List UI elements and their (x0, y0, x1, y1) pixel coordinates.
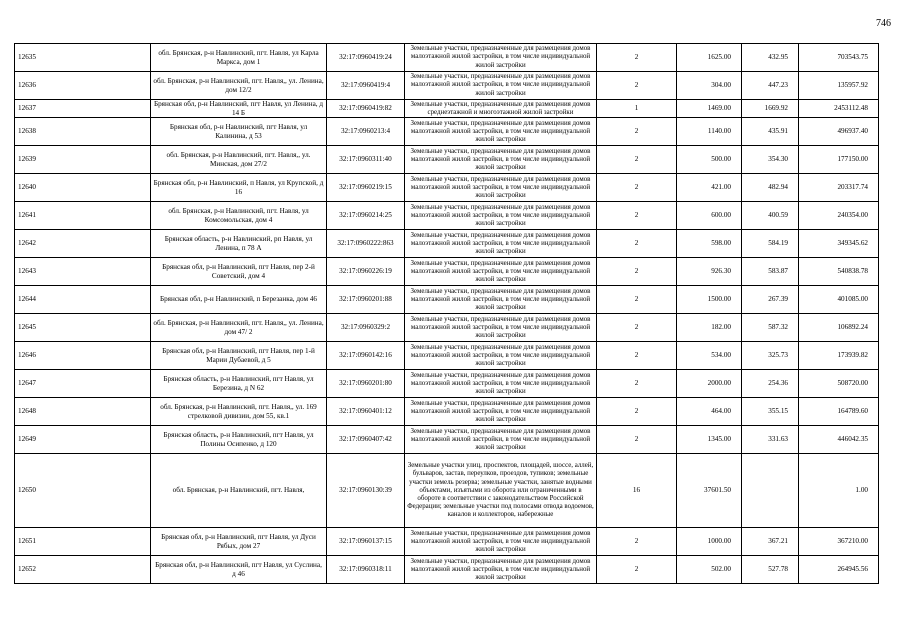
group-cell: 2 (597, 528, 677, 556)
group-cell: 2 (597, 426, 677, 454)
table-row (15, 118, 879, 146)
table-row (15, 72, 879, 100)
land-use-cell: Земельные участки, предназначенные для размещения домов малоэтажной жилой застройки, в том числе индивидуальной жилой застройки (405, 426, 597, 454)
cadastral-number-cell: 32:17:0960318:11 (327, 556, 405, 584)
table-row (15, 426, 879, 454)
table-row (15, 454, 879, 528)
land-use-cell: Земельные участки, предназначенные для размещения домов малоэтажной жилой застройки, в том числе индивидуальной жилой застройки (405, 72, 597, 100)
cadastral-number-cell: 32:17:0960311:40 (327, 146, 405, 174)
table-row (15, 258, 879, 286)
land-use-cell: Земельные участки, предназначенные для размещения домов малоэтажной жилой застройки, в том числе индивидуальной жилой застройки (405, 314, 597, 342)
land-use-cell: Земельные участки, предназначенные для размещения домов малоэтажной жилой застройки, в том числе индивидуальной жилой застройки (405, 118, 597, 146)
row-number-cell: 12640 (15, 174, 151, 202)
cadastral-value-cell: 1.00 (799, 454, 879, 528)
address-cell: обл. Брянская, р-н Навлинский, пгт. Навля, ул Карла Маркса, дом 1 (151, 44, 327, 72)
row-number-cell: 12649 (15, 426, 151, 454)
cadastral-number-cell: 32:17:0960419:82 (327, 100, 405, 118)
row-number-cell: 12647 (15, 370, 151, 398)
cadastral-value-cell: 496937.40 (799, 118, 879, 146)
cadastral-value-cell: 203317.74 (799, 174, 879, 202)
row-number-cell: 12643 (15, 258, 151, 286)
cadastral-number-cell: 32:17:0960201:80 (327, 370, 405, 398)
row-number-cell: 12641 (15, 202, 151, 230)
area-cell: 500.00 (677, 146, 742, 174)
unit-value-cell: 267.39 (742, 286, 799, 314)
area-cell: 598.00 (677, 230, 742, 258)
area-cell: 600.00 (677, 202, 742, 230)
area-cell: 926.30 (677, 258, 742, 286)
cadastral-value-cell: 446042.35 (799, 426, 879, 454)
address-cell: Брянская обл, р-н Навлинский, пгт Навля, пер 2-й Советский, дом 4 (151, 258, 327, 286)
group-cell: 2 (597, 258, 677, 286)
unit-value-cell: 355.15 (742, 398, 799, 426)
row-number-cell: 12644 (15, 286, 151, 314)
area-cell: 1500.00 (677, 286, 742, 314)
group-cell: 2 (597, 556, 677, 584)
cadastral-number-cell: 32:17:0960407:42 (327, 426, 405, 454)
unit-value-cell: 527.78 (742, 556, 799, 584)
group-cell: 2 (597, 398, 677, 426)
cadastral-value-cell: 2453112.48 (799, 100, 879, 118)
cadastral-number-cell: 32:17:0960329:2 (327, 314, 405, 342)
row-number-cell: 12638 (15, 118, 151, 146)
cadastral-value-cell: 703543.75 (799, 44, 879, 72)
cadastral-value-cell: 164789.60 (799, 398, 879, 426)
row-number-cell: 12642 (15, 230, 151, 258)
row-number-cell: 12645 (15, 314, 151, 342)
cadastral-number-cell: 32:17:0960226:19 (327, 258, 405, 286)
cadastral-value-cell: 508720.00 (799, 370, 879, 398)
cadastral-value-cell: 177150.00 (799, 146, 879, 174)
cadastral-number-cell: 32:17:0960142:16 (327, 342, 405, 370)
page-number: 746 (876, 18, 891, 29)
unit-value-cell: 447.23 (742, 72, 799, 100)
cadastral-number-cell: 32:17:0960137:15 (327, 528, 405, 556)
land-use-cell: Земельные участки, предназначенные для размещения домов малоэтажной жилой застройки, в том числе индивидуальной жилой застройки (405, 44, 597, 72)
row-number-cell: 12636 (15, 72, 151, 100)
cadastral-number-cell: 32:17:0960222:863 (327, 230, 405, 258)
table-row (15, 398, 879, 426)
area-cell: 182.00 (677, 314, 742, 342)
table-row (15, 174, 879, 202)
group-cell: 2 (597, 202, 677, 230)
unit-value-cell: 1669.92 (742, 100, 799, 118)
group-cell: 2 (597, 72, 677, 100)
group-cell: 2 (597, 230, 677, 258)
table-row (15, 202, 879, 230)
land-use-cell: Земельные участки, предназначенные для размещения домов малоэтажной жилой застройки, в том числе индивидуальной жилой застройки (405, 202, 597, 230)
area-cell: 1000.00 (677, 528, 742, 556)
group-cell: 2 (597, 44, 677, 72)
land-use-cell: Земельные участки, предназначенные для размещения домов малоэтажной жилой застройки, в том числе индивидуальной жилой застройки (405, 370, 597, 398)
area-cell: 421.00 (677, 174, 742, 202)
cadastral-value-table (14, 43, 879, 584)
land-use-cell: Земельные участки, предназначенные для размещения домов среднеэтажной и многоэтажной жилой застройки (405, 100, 597, 118)
unit-value-cell: 587.32 (742, 314, 799, 342)
unit-value-cell: 254.36 (742, 370, 799, 398)
address-cell: Брянская обл, р-н Навлинский, пгт Навля, ул Ленина, д 14 Б (151, 100, 327, 118)
row-number-cell: 12651 (15, 528, 151, 556)
land-use-cell: Земельные участки, предназначенные для размещения домов малоэтажной жилой застройки, в том числе индивидуальной жилой застройки (405, 286, 597, 314)
cadastral-number-cell: 32:17:0960213:4 (327, 118, 405, 146)
area-cell: 1345.00 (677, 426, 742, 454)
area-cell: 1469.00 (677, 100, 742, 118)
address-cell: обл. Брянская, р-н Навлинский, пгт. Навля,, ул. Ленина, дом 47/ 2 (151, 314, 327, 342)
land-use-cell: Земельные участки, предназначенные для размещения домов малоэтажной жилой застройки, в том числе индивидуальной жилой застройки (405, 342, 597, 370)
table-row (15, 286, 879, 314)
cadastral-number-cell: 32:17:0960419:4 (327, 72, 405, 100)
address-cell: Брянская обл, р-н Навлинский, п Навля, ул Крупской, д 16 (151, 174, 327, 202)
unit-value-cell: 432.95 (742, 44, 799, 72)
address-cell: Брянская обл, р-н Навлинский, пгт Навля, ул Суслина, д 46 (151, 556, 327, 584)
address-cell: обл. Брянская, р-н Навлинский, пгт. Навля,, ул. 169 стрелковой дивизии, дом 55, кв.1 (151, 398, 327, 426)
land-use-cell: Земельные участки улиц, проспектов, площадей, шоссе, аллей, бульваров, застав, переулков, проездов, тупиков; земельные участки земель резерва; земельные участки, занятые водными объектами, изъятыми из оборота или ограниченными в обороте в соответствии с законодательством Российской Федерации; земельные участки под полосами отвода водоемов, каналов и коллекторов, набережные (405, 454, 597, 528)
address-cell: обл. Брянская, р-н Навлинский, пгт. Навля, ул Комсомольская, дом 4 (151, 202, 327, 230)
table-row (15, 370, 879, 398)
group-cell: 2 (597, 146, 677, 174)
land-use-cell: Земельные участки, предназначенные для размещения домов малоэтажной жилой застройки, в том числе индивидуальной жилой застройки (405, 528, 597, 556)
land-use-cell: Земельные участки, предназначенные для размещения домов малоэтажной жилой застройки, в том числе индивидуальной жилой застройки (405, 174, 597, 202)
group-cell: 2 (597, 342, 677, 370)
unit-value-cell: 584.19 (742, 230, 799, 258)
cadastral-value-cell: 264945.56 (799, 556, 879, 584)
table-row (15, 100, 879, 118)
cadastral-value-cell: 173939.82 (799, 342, 879, 370)
cadastral-value-cell: 367210.00 (799, 528, 879, 556)
area-cell: 534.00 (677, 342, 742, 370)
address-cell: обл. Брянская, р-н Навлинский, пгт. Навля,, ул. Минская, дом 27/2 (151, 146, 327, 174)
cadastral-value-cell: 401085.00 (799, 286, 879, 314)
land-use-cell: Земельные участки, предназначенные для размещения домов малоэтажной жилой застройки, в том числе индивидуальной жилой застройки (405, 230, 597, 258)
unit-value-cell: 354.30 (742, 146, 799, 174)
table-row (15, 342, 879, 370)
unit-value-cell: 331.63 (742, 426, 799, 454)
area-cell: 464.00 (677, 398, 742, 426)
address-cell: обл. Брянская, р-н Навлинский, пгт. Навля,, ул. Ленина, дом 12/2 (151, 72, 327, 100)
address-cell: Брянская обл, р-н Навлинский, пгт Навля, ул Дуси Рябых, дом 27 (151, 528, 327, 556)
cadastral-number-cell: 32:17:0960201:88 (327, 286, 405, 314)
group-cell: 2 (597, 286, 677, 314)
address-cell: Брянская обл, р-н Навлинский, пгт Навля, пер 1-й Марии Дубаевой, д 5 (151, 342, 327, 370)
cadastral-value-cell: 240354.00 (799, 202, 879, 230)
table-row (15, 314, 879, 342)
area-cell: 2000.00 (677, 370, 742, 398)
group-cell: 2 (597, 370, 677, 398)
cadastral-number-cell: 32:17:0960219:15 (327, 174, 405, 202)
land-use-cell: Земельные участки, предназначенные для размещения домов малоэтажной жилой застройки, в том числе индивидуальной жилой застройки (405, 398, 597, 426)
unit-value-cell: 325.73 (742, 342, 799, 370)
group-cell: 2 (597, 174, 677, 202)
cadastral-number-cell: 32:17:0960130:39 (327, 454, 405, 528)
row-number-cell: 12639 (15, 146, 151, 174)
address-cell: Брянская область, р-н Навлинский, пгт Навля, ул Полины Осипенко, д 120 (151, 426, 327, 454)
cadastral-value-cell: 540838.78 (799, 258, 879, 286)
land-use-cell: Земельные участки, предназначенные для размещения домов малоэтажной жилой застройки, в том числе индивидуальной жилой застройки (405, 556, 597, 584)
area-cell: 1140.00 (677, 118, 742, 146)
table-row (15, 146, 879, 174)
group-cell: 2 (597, 118, 677, 146)
cadastral-number-cell: 32:17:0960419:24 (327, 44, 405, 72)
cadastral-value-cell: 135957.92 (799, 72, 879, 100)
area-cell: 1625.00 (677, 44, 742, 72)
cadastral-value-cell: 106892.24 (799, 314, 879, 342)
unit-value-cell: 482.94 (742, 174, 799, 202)
cadastral-number-cell: 32:17:0960214:25 (327, 202, 405, 230)
unit-value-cell: 367.21 (742, 528, 799, 556)
row-number-cell: 12637 (15, 100, 151, 118)
row-number-cell: 12646 (15, 342, 151, 370)
table-row (15, 556, 879, 584)
group-cell: 1 (597, 100, 677, 118)
row-number-cell: 12652 (15, 556, 151, 584)
row-number-cell: 12650 (15, 454, 151, 528)
area-cell: 304.00 (677, 72, 742, 100)
unit-value-cell: 400.59 (742, 202, 799, 230)
row-number-cell: 12648 (15, 398, 151, 426)
row-number-cell: 12635 (15, 44, 151, 72)
table-row (15, 230, 879, 258)
unit-value-cell: 583.87 (742, 258, 799, 286)
address-cell: Брянская область, р-н Навлинский, пгт Навля, ул Березина, д N 62 (151, 370, 327, 398)
address-cell: Брянская обл, р-н Навлинский, п Березанка, дом 46 (151, 286, 327, 314)
address-cell: Брянская обл, р-н Навлинский, пгт Навля, ул Калинина, д 53 (151, 118, 327, 146)
land-use-cell: Земельные участки, предназначенные для размещения домов малоэтажной жилой застройки, в том числе индивидуальной жилой застройки (405, 146, 597, 174)
area-cell: 502.00 (677, 556, 742, 584)
group-cell: 16 (597, 454, 677, 528)
unit-value-cell: 435.91 (742, 118, 799, 146)
cadastral-value-cell: 349345.62 (799, 230, 879, 258)
address-cell: Брянская область, р-н Навлинский, рп Навля, ул Ленина, п 78 А (151, 230, 327, 258)
land-use-cell: Земельные участки, предназначенные для размещения домов малоэтажной жилой застройки, в том числе индивидуальной жилой застройки (405, 258, 597, 286)
table-row (15, 44, 879, 72)
unit-value-cell (742, 454, 799, 528)
cadastral-number-cell: 32:17:0960401:12 (327, 398, 405, 426)
table-row (15, 528, 879, 556)
area-cell: 37601.50 (677, 454, 742, 528)
group-cell: 2 (597, 314, 677, 342)
address-cell: обл. Брянская, р-н Навлинский, пгт. Навля, (151, 454, 327, 528)
